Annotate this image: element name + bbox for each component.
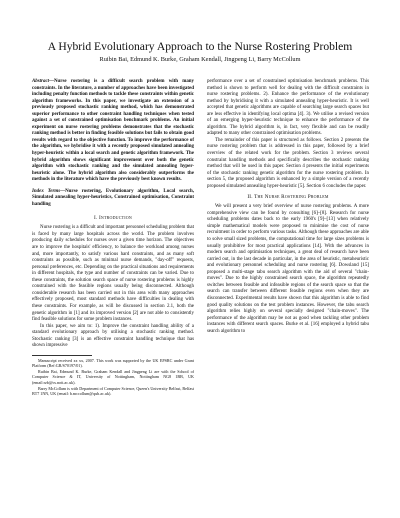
paragraph: We will present a very brief overview of nurse rostering problems. A more comprehensive view can be found by consulting [6]–[8]. Research for nurse scheduling problems dates back to the early 1960's [9]–[13] when relatively simple mathematical models were proposed to minimise the cost of nurse recruitment in order to perform various tasks. Although these approaches are able to solve small sized problems, the computational time for large sizes problems is usually prohibitive for most practical applications [14]. With the advances in modern search and optimisation techniques, a great deal of research have been carried out, in the last decade in particular, in the area of heuristic, metaheuristic and evolutionary personnel scheduling and nurse rostering [6]. Dowsland [15] proposed a multi-stage tabu search algorithm with the aid of several "chain-moves". Due to the highly constrained search space, the algorithm repeatedly switches between feasible and infeasible regions of the search space so that the search can transfer between different feasible regions even when they are disconnected. Experimental results have shown that this algorithm is able to find good quality solutions on the test problem instances. However, the tabu search algorithm relies highly on several specially designed "chain-moves". The performance of the algorithm may be not as good when tackling other problem instances with different search spaces. Burke et al. [16] employed a hybrid tabu search algorithm to xyxy=(207,204,369,334)
index-terms xyxy=(32,189,194,209)
paragraph: performance over a set of constrained optimisation benchmark problems. This method is shown to perform well for dealing with the difficult constraints in nurse rostering problems. 2). Enhance the performance of the evolutionary method by hybridising it with a simulated annealing hyper-heuristic. It is well accepted that genetic algorithms are capable of searching large search spaces but are less effective in identifying local optima [4]. 3). We utilise a revised version of an emerging hyper-heuristic technique to enhance the performance of the algorithm. The hybrid algorithm is, in fact, very flexible and can be readily adapted to many other constrained optimisation problems. xyxy=(207,79,369,137)
left-column xyxy=(32,79,194,397)
section-heading-nurse-rostering: II. The Nurse Rostering Problem xyxy=(247,194,329,201)
paragraph: The remainder of this paper is structured as follows. Section 2 presents the nurse rostering problem that is addressed in this paper, followed by a brief overview of the related work for the problem. Section 3 reviews several constraint handling methods and specifically describes the stochastic ranking method that will be used in this paper. Section 4 presents the initial experiments of the stochastic ranking genetic algorithm for the nurse rostering problem. In section 5, the proposed algorithm is enhanced by a simple version of a recently proposed simulated annealing hyper-heuristic [5]. Section 6 concludes the paper. xyxy=(207,137,369,189)
footnote: Barry McCollum is with Department of Computer Science, Queen's University Belfast, Belfast BT7 1NN, UK (email: b.mccollum@qub.ac.uk). xyxy=(32,385,194,396)
abstract xyxy=(32,79,194,184)
abstract-text: —Nurse rostering is a difficult search problem with many constraints. In the literature, a number of approaches have been investigated including penalty function methods to tackle these constraints within genetic algorithm frameworks. In this paper, we investigate an extension of a previously proposed stochastic ranking method, which has demonstrated superior performance to other constraint handling techniques when tested against a set of constrained optimisation benchmark problems. An initial experiment on nurse rostering problems demonstrates that the stochastic ranking method is better in finding feasible solutions but fails to obtain good results with regard to the objective function. To improve the performance of the algorithm, we hybridise it with a recently proposed simulated annealing hyper-heuristic within a local search and genetic algorithm framework. The hybrid algorithm shows significant improvement over both the genetic algorithm with stochastic ranking and the simulated annealing hyper-heuristic alone. The hybrid algorithm also considerably outperforms the methods in the literature which have the previously best known results. xyxy=(32,79,194,183)
abstract-label: Abstract xyxy=(32,79,50,84)
section-heading-introduction: I. Introduction xyxy=(94,215,132,222)
right-column xyxy=(207,79,369,335)
index-terms-label: Index Terms xyxy=(32,188,61,194)
index-terms-text: —Nurse rostering, Evolutionary algorithm, Local search, Simulated annealing hyper-heuristics, Constrained optimisation, Constraint handling xyxy=(32,188,194,207)
paper-title: A Hybrid Evolutionary Approach to the Nurse Rostering Problem xyxy=(47,40,353,53)
footnote: Ruibin Bai, Edmund K. Burke, Graham Kendall and Jingpeng Li are with the School of Computer Science & IT, University of Nottingham, Nottingham NG8 1BB, UK (email:rzb@cs.nott.ac.uk). xyxy=(32,369,194,385)
footnote: Manuscript received xx xx, 2007. This work was supported by the UK EPSRC under Grant Platform (Ref:GR/S70197/01). xyxy=(32,357,194,368)
author-list: Ruibin Bai, Edmund K. Burke, Graham Kendall, Jingpeng Li, Barry McCollum xyxy=(99,56,301,63)
footnote-divider xyxy=(32,355,92,356)
paragraph: In this paper, we aim to: 1). Improve the constraint handling ability of a standard evolutionary approach by utilising a stochastic ranking method. Stochastic ranking [3] is an effective constraint handling technique that has shown impressive xyxy=(32,323,194,349)
paragraph: Nurse rostering is a difficult and important personnel scheduling problem that is faced by many large hospitals across the world. The problem involves producing daily schedules for nurses over a given time horizon. The objectives are to improve the hospitals' efficiency, to balance the workload among nurses and, more importantly, to satisfy various hard constraints, and as many soft constraints as possible, such as minimal nurse demands, "day-off" requests, personal preferences, etc. Depending on the practical situations and requirements in different hospitals, the type and number of constraints can be varied. Due to these constraints, the solution search space of nurse rostering problems is highly constrained with the feasible regions usually being disconnected. Although considerable research has been carried out in this area with many approaches effectively proposed, most standard methods have difficulties in dealing with these constraints. For example, as will be discussed in section 2.1, both the genetic algorithm in [1] and its improved version [2] are not able to consistently find feasible solutions for some problem instances. xyxy=(32,225,194,323)
